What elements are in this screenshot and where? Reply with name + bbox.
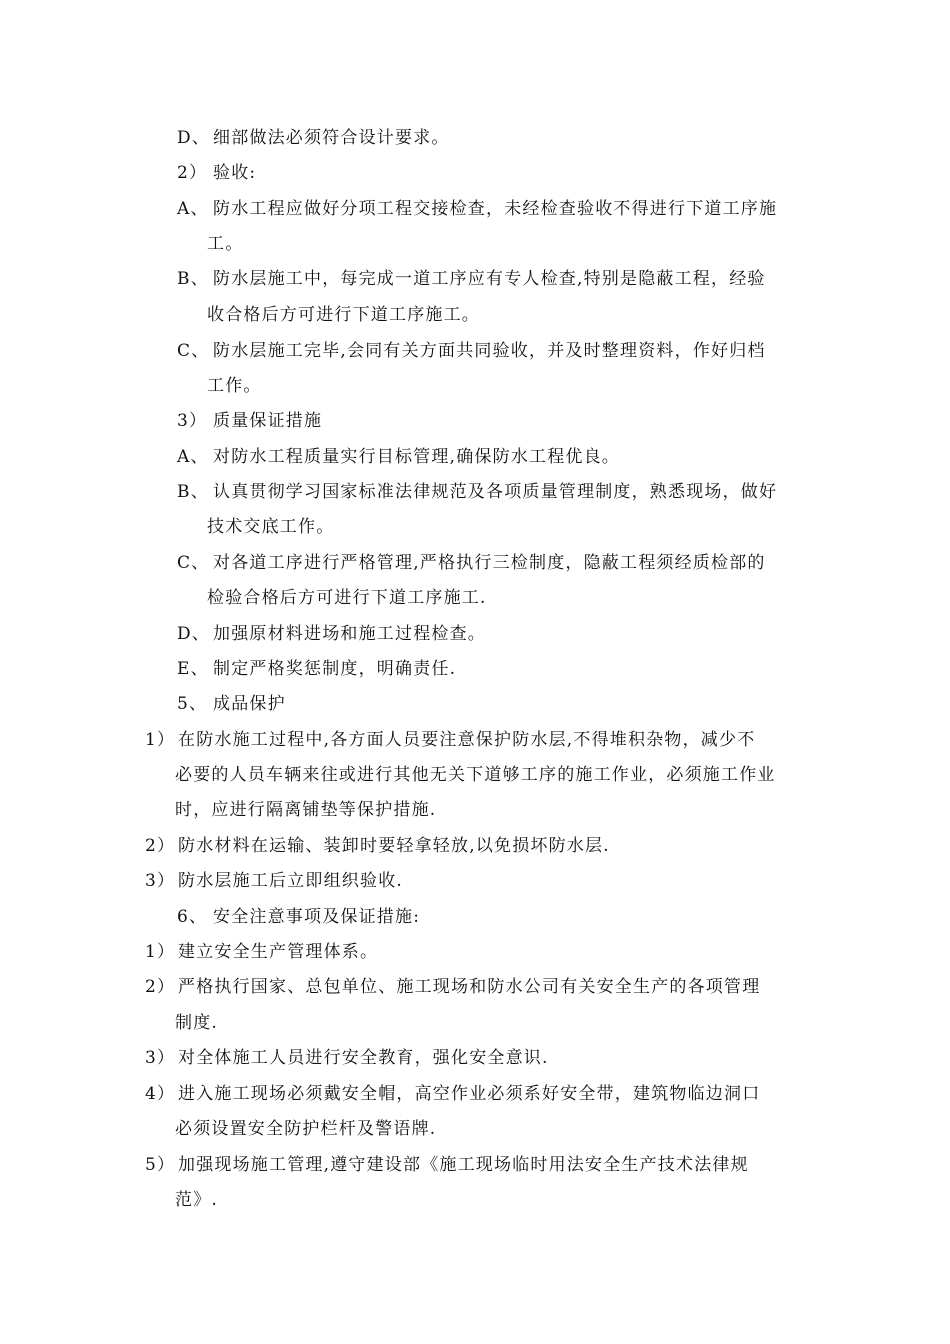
- item-marker: D、: [177, 128, 211, 148]
- item-marker: 3）: [145, 1048, 176, 1068]
- item-marker: 4）: [145, 1084, 176, 1104]
- item-marker: 1）: [145, 730, 176, 750]
- item-marker: 3）: [177, 411, 208, 431]
- item-b-acceptance-continued: [207, 303, 480, 327]
- section-acceptance-heading: [177, 161, 256, 185]
- item-text: 防水层施工中，每完成一道工序应有专人检查,特别是隐蔽工程，经验: [213, 269, 766, 289]
- item-text: 加强原材料进场和施工过程检查。: [213, 624, 486, 644]
- item-text: 对全体施工人员进行安全教育，强化安全意识.: [178, 1048, 549, 1068]
- item-marker: 2）: [145, 977, 176, 997]
- item-marker: B、: [177, 482, 209, 502]
- item-text: 质量保证措施: [213, 411, 323, 431]
- item-4-safety: [145, 1082, 760, 1106]
- item-2-safety-continued: [175, 1011, 218, 1035]
- item-a-quality: [177, 445, 620, 469]
- item-text: 防水工程应做好分项工程交接检查，未经检查验收不得进行下道工序施: [213, 199, 778, 219]
- item-text: 对各道工序进行严格管理,严格执行三检制度，隐蔽工程须经质检部的: [213, 553, 766, 573]
- item-3-protection: [145, 869, 403, 893]
- item-text: 范》.: [175, 1190, 219, 1210]
- item-text: 技术交底工作。: [207, 517, 335, 537]
- item-text: 对防水工程质量实行目标管理,确保防水工程优良。: [213, 447, 621, 467]
- item-text: 认真贯彻学习国家标准法律规范及各项质量管理制度，熟悉现场，做好: [213, 482, 778, 502]
- item-text: 必要的人员车辆来往或进行其他无关下道够工序的施工作业，必须施工作业: [175, 765, 776, 785]
- item-text: 防水层施工后立即组织验收.: [178, 871, 404, 891]
- item-text: 安全注意事项及保证措施:: [213, 907, 421, 927]
- item-5-safety-continued: [175, 1188, 218, 1212]
- item-text: 验收:: [213, 163, 257, 183]
- section-safety-heading: [177, 905, 420, 929]
- item-e-quality: [177, 657, 456, 681]
- item-a-acceptance: [177, 197, 777, 221]
- item-marker: C、: [177, 341, 210, 361]
- item-text: 必须设置安全防护栏杆及警语牌.: [175, 1119, 437, 1139]
- item-1-safety: [145, 940, 378, 964]
- item-text: 细部做法必须符合设计要求。: [213, 128, 450, 148]
- item-marker: C、: [177, 553, 210, 573]
- item-text: 建立安全生产管理体系。: [178, 942, 379, 962]
- item-text: 工。: [207, 234, 244, 254]
- item-marker: 2）: [177, 163, 208, 183]
- item-marker: E、: [177, 659, 209, 679]
- item-text: 收合格后方可进行下道工序施工。: [207, 305, 480, 325]
- item-text: 严格执行国家、总包单位、施工现场和防水公司有关安全生产的各项管理: [178, 977, 761, 997]
- item-marker: A、: [177, 199, 209, 219]
- item-marker: 5、: [177, 694, 208, 714]
- item-text: 成品保护: [213, 694, 286, 714]
- item-5-safety: [145, 1153, 749, 1177]
- item-d-quality: [177, 622, 486, 646]
- item-c-acceptance: [177, 339, 766, 363]
- item-c-quality-continued: [207, 586, 487, 610]
- item-text: 时，应进行隔离铺垫等保护措施.: [175, 800, 437, 820]
- item-4-safety-continued: [175, 1117, 436, 1141]
- item-b-acceptance: [177, 267, 766, 291]
- item-marker: A、: [177, 447, 209, 467]
- item-c-acceptance-continued: [207, 374, 262, 398]
- item-marker: 2）: [145, 836, 176, 856]
- item-d-detail: [177, 126, 450, 150]
- item-text: 加强现场施工管理,遵守建设部《施工现场临时用法安全生产技术法律规: [178, 1155, 749, 1175]
- item-3-safety: [145, 1046, 549, 1070]
- item-b-quality: [177, 480, 777, 504]
- item-text: 防水材料在运输、装卸时要轻拿轻放,以免损坏防水层.: [178, 836, 610, 856]
- item-marker: 5）: [145, 1155, 176, 1175]
- item-marker: 3）: [145, 871, 176, 891]
- item-marker: 1）: [145, 942, 176, 962]
- item-text: 进入施工现场必须戴安全帽，高空作业必须系好安全带，建筑物临边洞口: [178, 1084, 761, 1104]
- item-1-protection: [145, 728, 755, 752]
- section-finished-product-heading: [177, 692, 286, 716]
- item-text: 防水层施工完毕,会同有关方面共同验收，并及时整理资料，作好归档: [213, 341, 766, 361]
- item-text: 制定严格奖惩制度，明确责任.: [213, 659, 457, 679]
- item-marker: 6、: [177, 907, 208, 927]
- item-c-quality: [177, 551, 766, 575]
- item-text: 在防水施工过程中,各方面人员要注意保护防水层,不得堆积杂物，减少不: [178, 730, 756, 750]
- section-quality-heading: [177, 409, 322, 433]
- item-marker: B、: [177, 269, 209, 289]
- item-marker: D、: [177, 624, 211, 644]
- item-text: 制度.: [175, 1013, 219, 1033]
- item-1-protection-continued: [175, 763, 776, 787]
- item-1-protection-continued-2: [175, 798, 436, 822]
- item-2-protection: [145, 834, 610, 858]
- item-text: 检验合格后方可进行下道工序施工.: [207, 588, 487, 608]
- item-a-acceptance-continued: [207, 232, 243, 256]
- item-2-safety: [145, 975, 760, 999]
- item-text: 工作。: [207, 376, 262, 396]
- item-b-quality-continued: [207, 515, 334, 539]
